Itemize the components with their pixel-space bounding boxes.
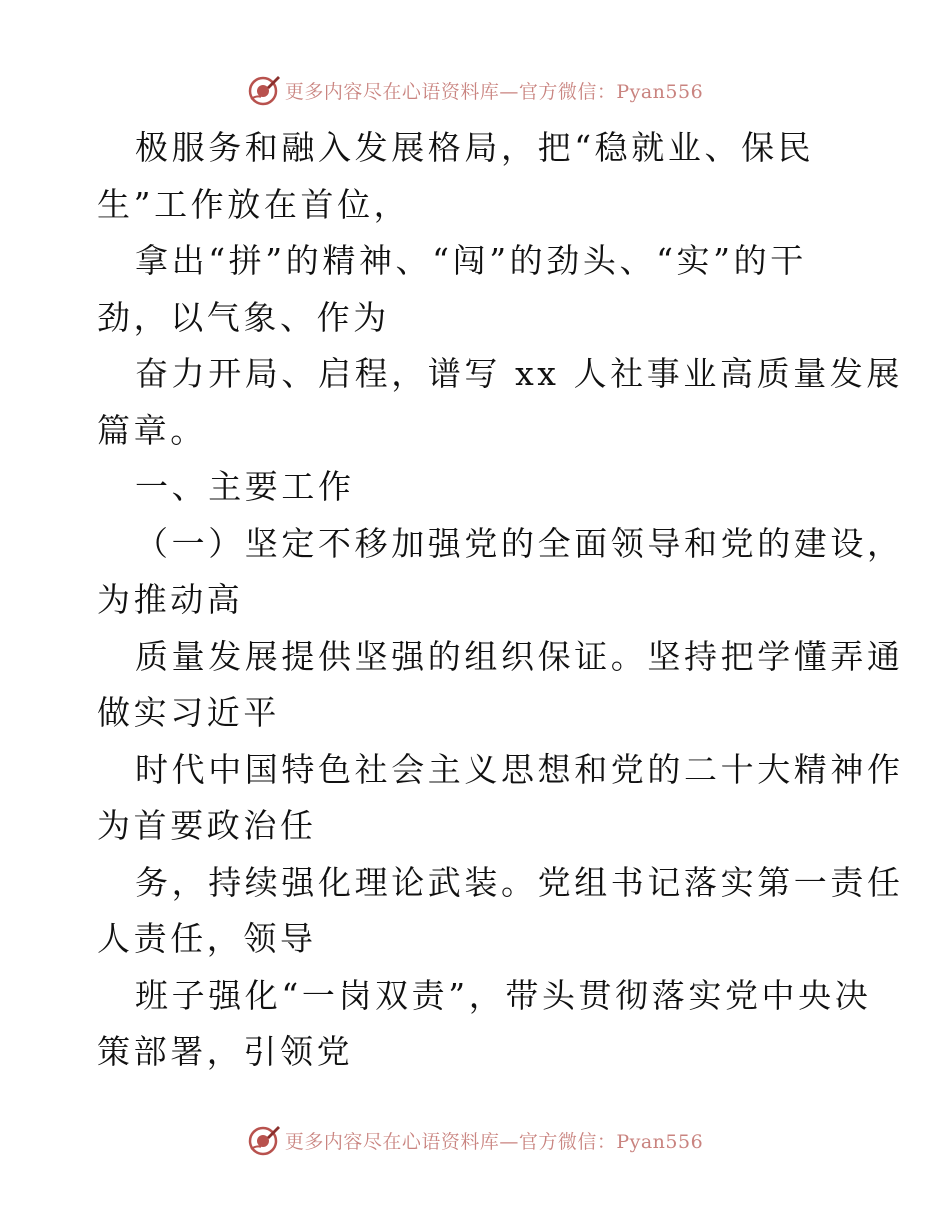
- text-line: 时代中国特色社会主义思想和党的二十大精神作: [135, 749, 904, 789]
- text-line: 拿出“拼”的精神、“闯”的劲头、“实”的干: [135, 241, 807, 280]
- header-watermark-text: 更多内容尽在心语资料库—官方微信：Pyan556: [284, 80, 704, 103]
- text-line: 为首要政治任: [97, 806, 317, 845]
- text-line: 班子强化“一岗双责”，带头贯彻落实党中央决: [135, 975, 872, 1015]
- section-heading: 一、主要工作: [135, 467, 355, 506]
- text-line: 生”工作放在首位，: [97, 184, 411, 224]
- document-body: [97, 120, 904, 1081]
- text-line: 极服务和融入发展格局，把“稳就业、保民: [135, 128, 815, 167]
- text-line: 奋力开局、启程，谱写 xx 人社事业高质量发展: [135, 354, 904, 393]
- text-line: 做实习近平: [97, 693, 280, 732]
- header-watermark-banner: [0, 70, 950, 110]
- pen-logo-icon: [247, 1123, 281, 1157]
- footer-watermark-text: 更多内容尽在心语资料库—官方微信：Pyan556: [284, 1130, 704, 1153]
- text-line: 为推动高: [97, 580, 244, 619]
- text-line: 务，持续强化理论武装。党组书记落实第一责任: [135, 862, 904, 902]
- subsection-heading: （一）坚定不移加强党的全面领导和党的建设，: [135, 523, 904, 563]
- text-line: 劲，以气象、作为: [97, 297, 390, 337]
- text-line: 人责任，领导: [97, 919, 317, 958]
- pen-logo-icon: [247, 73, 281, 107]
- text-line: 策部署，引领党: [97, 1032, 354, 1071]
- text-line: 质量发展提供坚强的组织保证。坚持把学懂弄通: [135, 636, 904, 676]
- text-line: 篇章。: [97, 410, 207, 450]
- footer-watermark-banner: [0, 1120, 950, 1160]
